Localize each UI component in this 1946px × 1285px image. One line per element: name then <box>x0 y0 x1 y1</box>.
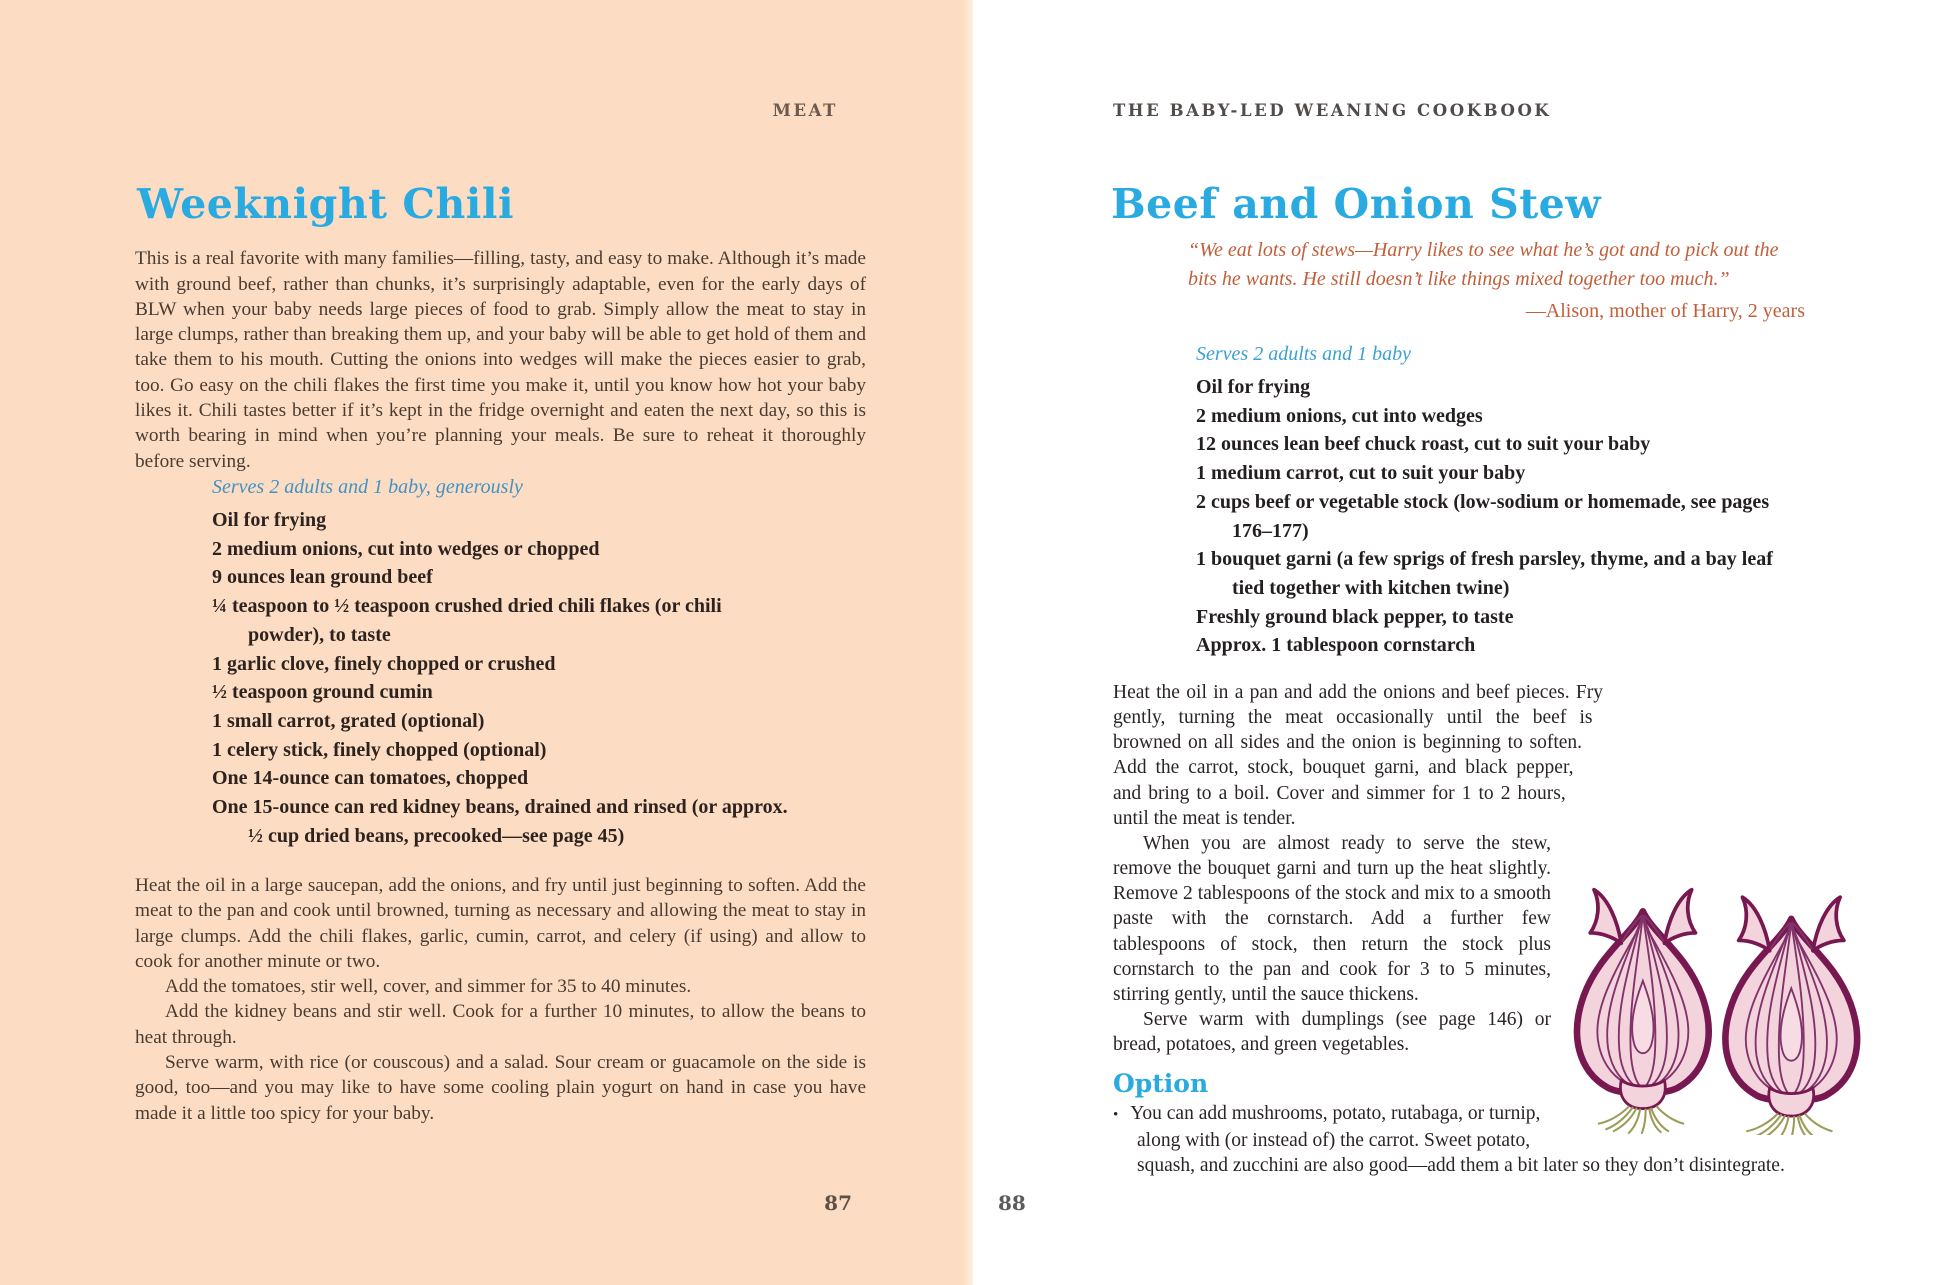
recipe-intro: This is a real favorite with many families—filling, tasty, and easy to make. Although it’s made with ground beef, rather than chunks, it’s surprisingly adaptable, even for the early days of BLW when your baby needs large pieces of food to grab. Simply allow the meat to stay in large clumps, rather than breaking them up, and your baby will be able to get hold of them and take them to his mouth. Cutting the onions into wedges will make the pieces easier to grab, too. Go easy on the chili flakes the first time you make it, until you know how hot your baby likes it. Chili tastes better if it’s kept in the fridge overnight and eaten the next day, so this is worth bearing in mind when you’re planning your meals. Be sure to reheat it thoroughly before serving. <box>135 248 866 472</box>
recipe-title-weeknight-chili: Weeknight Chili <box>137 180 515 229</box>
ingredient-item: One 14-ounce can tomatoes, chopped <box>212 767 529 790</box>
quote-attribution: —Alison, mother of Harry, 2 years <box>1525 299 1805 322</box>
onion-illustration <box>1563 883 1835 1135</box>
method-steps <box>135 873 866 1126</box>
right-page <box>973 0 1946 1285</box>
ingredient-item: 1 medium carrot, cut to suit your baby <box>1196 462 1526 485</box>
running-head-book-title: THE BABY-LED WEANING COOKBOOK <box>1113 101 1552 120</box>
ingredient-item: 12 ounces lean beef chuck roast, cut to suit your baby <box>1196 433 1651 456</box>
method-step: When you are almost ready to serve the stew, remove the bouquet garni and turn up the heat slightly. Remove 2 tablespoons of the stock and mix to a smooth paste with the cornstarch. Add a further few tablespoons of stock, then return the stock plus cornstarch to the pan and cook for 3 to 5 minutes, stirring gently, until the sauce thickens. <box>1113 832 1551 1005</box>
ingredient-item: ¼ teaspoon to ½ teaspoon crushed dried chili flakes (or chili powder), to taste <box>212 595 722 646</box>
serves-note: Serves 2 adults and 1 baby <box>1196 343 1411 365</box>
option-list <box>1113 1101 1835 1178</box>
ingredient-item: 1 garlic clove, finely chopped or crushed <box>212 652 556 675</box>
page-number: 88 <box>998 1191 1026 1215</box>
ingredient-item: 2 cups beef or vegetable stock (low-sodium or homemade, see pages 176–177) <box>1196 490 1770 542</box>
ingredient-item: 1 bouquet garni (a few sprigs of fresh parsley, thyme, and a bay leaf tied together with kitchen twine) <box>1196 548 1773 599</box>
ingredient-item: Approx. 1 tablespoon cornstarch <box>1196 634 1476 657</box>
ingredient-item: Oil for frying <box>212 509 327 531</box>
ingredient-list <box>212 506 800 850</box>
serves-note: Serves 2 adults and 1 baby, generously <box>212 476 523 498</box>
recipe-title-beef-onion-stew: Beef and Onion Stew <box>1111 180 1602 229</box>
ingredient-item: Oil for frying <box>1196 376 1311 398</box>
method-step: Heat the oil in a pan and add the onions and beef pieces. Fry gently, turning the meat occasionally until the beef is browned on all sides and the onion is beginning to soften. Add the carrot, stock, bouquet garni, and black pepper, and bring to a boil. Cover and simmer for 1 to 2 hours, until the meat is tender. <box>1113 682 1603 829</box>
parent-quote: “We eat lots of stews—Harry likes to see what he’s got and to pick out the bits he wants. He still doesn’t like things mixed together too much.” <box>1188 239 1779 290</box>
method-step: Add the tomatoes, stir well, cover, and simmer for 35 to 40 minutes. <box>165 976 692 998</box>
option-item: • You can add mushrooms, potato, rutabaga, or turnip, along with (or instead of) the carrot. Sweet potato, squash, and zucchini are also good—add them a bit later so they don’t disintegrate. <box>1113 1101 1835 1178</box>
ingredient-item: 2 medium onions, cut into wedges <box>1196 404 1483 427</box>
parent-quote-block <box>1188 236 1805 323</box>
page-number: 87 <box>824 1191 852 1215</box>
ingredient-item: Freshly ground black pepper, to taste <box>1196 605 1514 628</box>
halved-red-onions-drawing <box>1563 883 1873 1135</box>
ingredient-item: 2 medium onions, cut into wedges or chopped <box>212 537 600 560</box>
ingredient-item: 1 small carrot, grated (optional) <box>212 709 485 732</box>
method-step: Serve warm with dumplings (see page 146) or bread, potatoes, and green vegetables. <box>1113 1009 1551 1056</box>
option-heading: Option <box>1113 1069 1209 1099</box>
running-head-section: MEAT <box>772 101 838 120</box>
ingredient-item: One 15-ounce can red kidney beans, drained and rinsed (or approx. ½ cup dried beans, precooked—see page 45) <box>212 796 788 847</box>
method-step: Heat the oil in a large saucepan, add the onions, and fry until just beginning to soften. Add the meat to the pan and cook until browned, turning as necessary and allowing the meat to stay in large clumps. Add the chili flakes, garlic, cumin, carrot, and celery (if using) and allow to cook for another minute or two. <box>135 875 866 972</box>
method-step: Add the kidney beans and stir well. Cook for a further 10 minutes, to allow the beans to heat through. <box>135 1001 866 1048</box>
method-step: Serve warm, with rice (or couscous) and a salad. Sour cream or guacamole on the side is good, too—and you may like to have some cooling plain yogurt on hand in case you have made it a little too spicy for your baby. <box>135 1052 866 1124</box>
ingredient-list <box>1196 373 1778 660</box>
ingredient-item: ½ teaspoon ground cumin <box>212 681 433 704</box>
ingredient-item: 9 ounces lean ground beef <box>212 566 433 589</box>
method-and-option <box>1113 680 1835 1178</box>
ingredient-item: 1 celery stick, finely chopped (optional) <box>212 738 547 761</box>
